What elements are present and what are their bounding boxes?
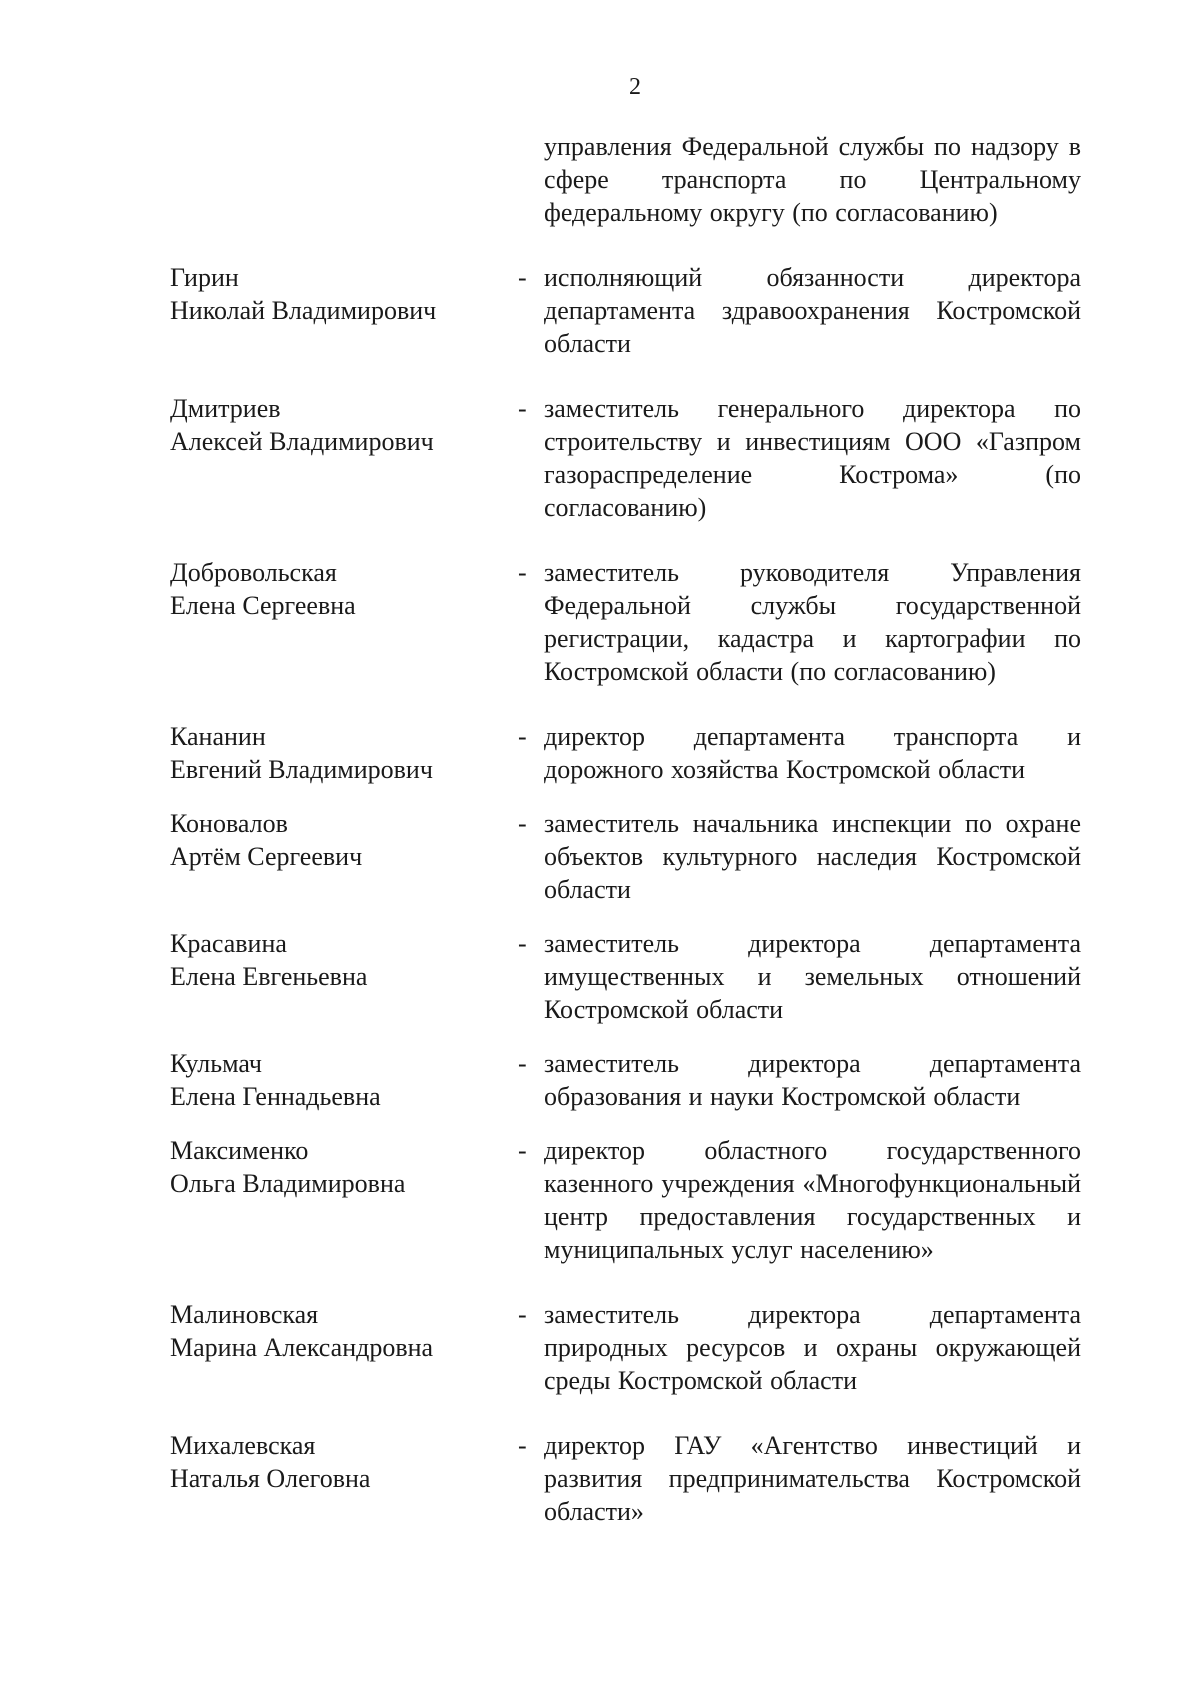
member-given-names: Ольга Владимировна <box>170 1169 406 1198</box>
member-entry <box>0 261 1200 360</box>
member-position: директор ГАУ «Агентство инвестиций и развития предпринимательства Костромской области» <box>544 1431 1081 1526</box>
member-given-names: Марина Александровна <box>170 1333 434 1362</box>
dash-separator: - <box>518 394 527 423</box>
member-given-names: Елена Геннадьевна <box>170 1082 381 1111</box>
member-position: заместитель директора департамента природных ресурсов и охраны окружающей среды Костромской области <box>544 1300 1081 1395</box>
dash-separator: - <box>518 722 527 751</box>
member-entry <box>0 927 1200 1026</box>
member-surname: Максименко <box>170 1136 309 1165</box>
member-surname: Коновалов <box>170 809 288 838</box>
member-name <box>170 1429 510 1495</box>
member-surname: Дмитриев <box>170 394 281 423</box>
member-surname: Гирин <box>170 263 239 292</box>
member-surname: Красавина <box>170 929 287 958</box>
dash-separator: - <box>518 809 527 838</box>
member-name <box>170 927 510 993</box>
member-entry <box>0 392 1200 524</box>
dash-separator: - <box>518 1136 527 1165</box>
continuation-entry <box>0 130 1200 229</box>
member-position: заместитель начальника инспекции по охране объектов культурного наследия Костромской области <box>544 809 1081 904</box>
dash-separator: - <box>518 558 527 587</box>
member-surname: Кананин <box>170 722 266 751</box>
member-given-names: Наталья Олеговна <box>170 1464 371 1493</box>
member-surname: Малиновская <box>170 1300 319 1329</box>
member-name <box>170 720 510 786</box>
member-given-names: Евгений Владимирович <box>170 755 433 784</box>
member-given-names: Алексей Владимирович <box>170 427 434 456</box>
member-position: исполняющий обязанности директора департамента здравоохранения Костромской области <box>544 263 1081 358</box>
dash-separator: - <box>518 1049 527 1078</box>
dash-separator: - <box>518 263 527 292</box>
member-name <box>170 1298 510 1364</box>
member-position: заместитель генерального директора по строительству и инвестициям ООО «Газпром газораспределение Кострома» (по согласованию) <box>544 394 1081 522</box>
member-position: директор областного государственного казенного учреждения «Многофункциональный центр предоставления государственных и муниципальных услуг населению» <box>544 1136 1081 1264</box>
member-entry <box>0 1298 1200 1397</box>
member-entry <box>0 1134 1200 1266</box>
member-given-names: Елена Сергеевна <box>170 591 356 620</box>
member-name <box>170 1047 510 1113</box>
member-name <box>170 807 510 873</box>
members-list <box>0 130 1200 1528</box>
member-entry <box>0 1047 1200 1113</box>
member-entry <box>0 556 1200 688</box>
member-name <box>170 261 510 327</box>
member-entry <box>0 720 1200 786</box>
member-position: заместитель руководителя Управления Федеральной службы государственной регистрации, кадастра и картографии по Костромской области (по согласованию) <box>544 558 1081 686</box>
member-given-names: Елена Евгеньевна <box>170 962 368 991</box>
member-entry <box>0 1429 1200 1528</box>
member-position: заместитель директора департамента имущественных и земельных отношений Костромской области <box>544 929 1081 1024</box>
dash-separator: - <box>518 1300 527 1329</box>
continuation-text: управления Федеральной службы по надзору в сфере транспорта по Центральному федеральному округу (по согласованию) <box>544 132 1081 227</box>
member-given-names: Артём Сергеевич <box>170 842 363 871</box>
member-entry <box>0 807 1200 906</box>
member-surname: Михалевская <box>170 1431 316 1460</box>
member-position: заместитель директора департамента образования и науки Костромской области <box>544 1049 1081 1111</box>
dash-separator: - <box>518 1431 527 1460</box>
member-name <box>170 1134 510 1200</box>
page-number: 2 <box>629 74 641 100</box>
member-surname: Добровольская <box>170 558 337 587</box>
member-position: директор департамента транспорта и дорожного хозяйства Костромской области <box>544 722 1081 784</box>
dash-separator: - <box>518 929 527 958</box>
member-given-names: Николай Владимирович <box>170 296 437 325</box>
member-name <box>170 556 510 622</box>
member-surname: Кульмач <box>170 1049 262 1078</box>
member-name <box>170 392 510 458</box>
